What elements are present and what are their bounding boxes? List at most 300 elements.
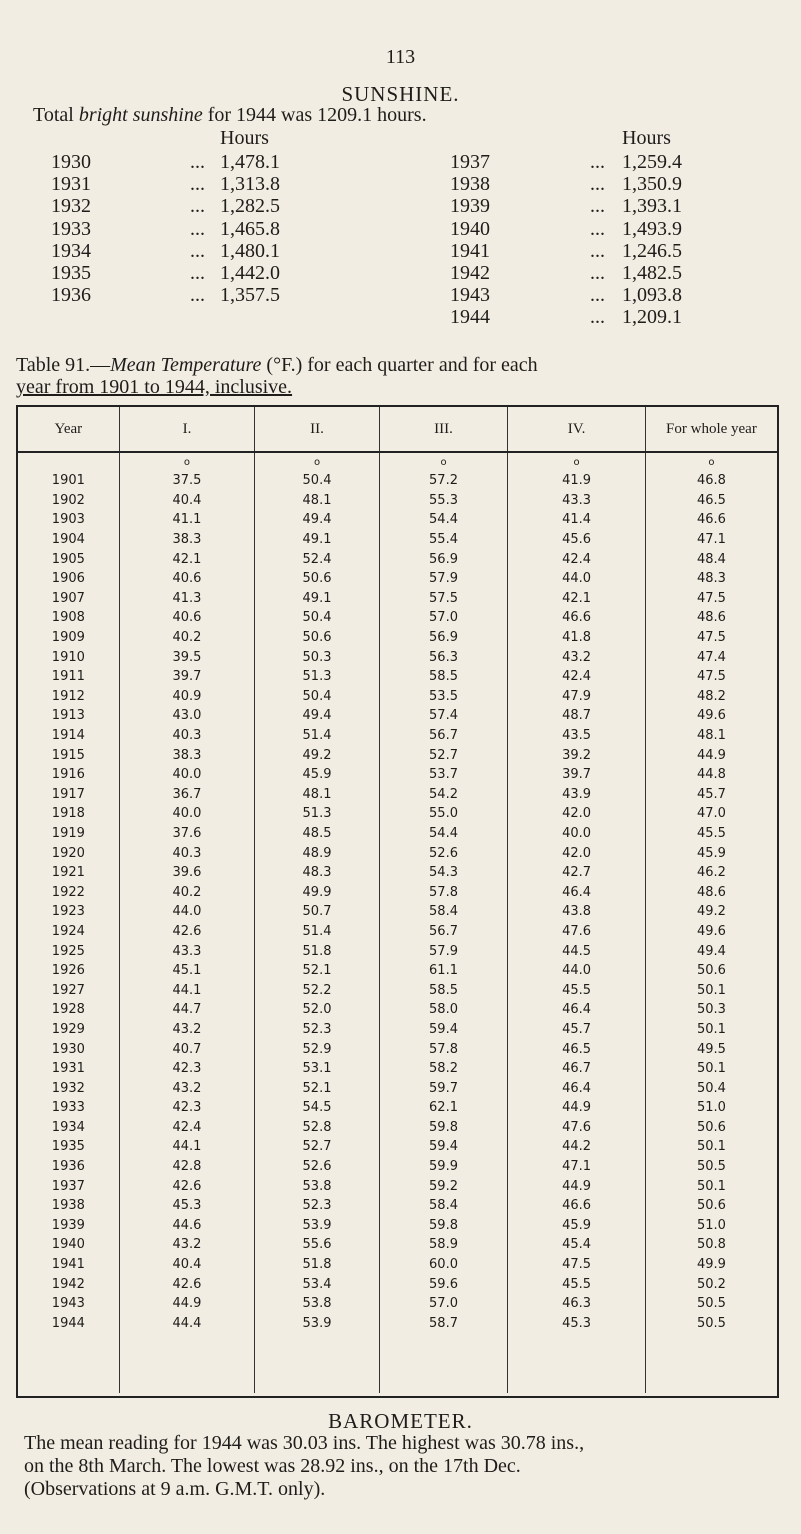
caption-suffix: (°F.) for each quarter and for each — [261, 354, 538, 376]
sunshine-hours: 1,465.8 — [220, 217, 280, 240]
cell-q4: 40.0 — [508, 824, 646, 844]
cell-q4: 44.0 — [508, 961, 646, 981]
cell-whole-year: 47.0 — [645, 804, 777, 824]
cell-whole-year: 50.5 — [645, 1294, 777, 1314]
degree-mark: o — [645, 452, 777, 471]
header-q2: II. — [255, 407, 379, 452]
cell-whole-year: 44.8 — [645, 765, 777, 785]
cell-q1: 40.4 — [119, 1255, 255, 1275]
cell-q2: 52.3 — [255, 1020, 379, 1040]
cell-q2: 48.1 — [255, 785, 379, 805]
cell-q2: 50.6 — [255, 569, 379, 589]
table-row — [18, 941, 777, 961]
header-q3: III. — [379, 407, 508, 452]
table-row — [18, 569, 777, 589]
cell-q3: 59.4 — [379, 1020, 508, 1040]
table-row — [18, 863, 777, 883]
cell-q3: 62.1 — [379, 1098, 508, 1118]
cell-q4: 42.1 — [508, 589, 646, 609]
cell-whole-year: 46.6 — [645, 510, 777, 530]
sunshine-hours: 1,282.5 — [220, 195, 280, 218]
cell-q4: 43.9 — [508, 785, 646, 805]
cell-q4: 45.3 — [508, 1314, 646, 1334]
cell-whole-year: 50.5 — [645, 1314, 777, 1334]
table-row — [18, 628, 777, 648]
cell-q3: 56.3 — [379, 647, 508, 667]
cell-q4: 46.4 — [508, 882, 646, 902]
cell-q2: 52.0 — [255, 1000, 379, 1020]
cell-q4: 43.3 — [508, 491, 646, 511]
sunshine-row — [0, 218, 801, 240]
cell-whole-year: 46.2 — [645, 863, 777, 883]
cell-q1: 42.3 — [119, 1098, 255, 1118]
cell-q3: 54.4 — [379, 824, 508, 844]
cell-q3: 55.0 — [379, 804, 508, 824]
cell-whole-year: 45.7 — [645, 785, 777, 805]
cell-q3: 52.7 — [379, 745, 508, 765]
cell-q2: 49.9 — [255, 882, 379, 902]
cell-q3: 59.9 — [379, 1157, 508, 1177]
cell-q2: 52.1 — [255, 961, 379, 981]
filler-cell — [645, 1333, 777, 1393]
cell-q4: 42.7 — [508, 863, 646, 883]
table-row — [18, 922, 777, 942]
cell-q2: 53.4 — [255, 1274, 379, 1294]
table-row — [18, 1020, 777, 1040]
cell-q4: 42.4 — [508, 549, 646, 569]
cell-q1: 39.7 — [119, 667, 255, 687]
sunshine-row — [0, 262, 801, 284]
cell-year: 1911 — [51, 669, 85, 685]
cell-q1: 42.6 — [119, 922, 255, 942]
sunshine-year: 1936 — [51, 284, 91, 307]
cell-q4: 44.9 — [508, 1176, 646, 1196]
cell-q4: 45.6 — [508, 530, 646, 550]
sunshine-row — [0, 151, 801, 173]
table-row — [18, 1255, 777, 1275]
table-row — [18, 1098, 777, 1118]
sunshine-hours: 1,480.1 — [220, 239, 280, 262]
table-row — [18, 1294, 777, 1314]
cell-q4: 42.4 — [508, 667, 646, 687]
cell-year: 1906 — [51, 571, 85, 587]
table-row — [18, 1216, 777, 1236]
table-row — [18, 510, 777, 530]
cell-q2: 48.3 — [255, 863, 379, 883]
table-row — [18, 804, 777, 824]
cell-q1: 45.3 — [119, 1196, 255, 1216]
sunshine-row — [0, 306, 801, 328]
cell-q2: 50.4 — [255, 687, 379, 707]
cell-whole-year: 50.6 — [645, 1196, 777, 1216]
cell-year: 1931 — [51, 1061, 85, 1077]
sunshine-year: 1930 — [51, 151, 91, 173]
cell-q3: 58.0 — [379, 1000, 508, 1020]
cell-whole-year: 45.5 — [645, 824, 777, 844]
cell-q4: 44.9 — [508, 1098, 646, 1118]
cell-q2: 50.6 — [255, 628, 379, 648]
cell-q4: 41.9 — [508, 471, 646, 491]
sunshine-hours: 1,482.5 — [622, 262, 682, 284]
cell-q1: 40.4 — [119, 491, 255, 511]
sunshine-row — [0, 195, 801, 217]
cell-q2: 49.4 — [255, 706, 379, 726]
sunshine-dots: ... — [590, 284, 605, 307]
sunshine-hours: 1,246.5 — [622, 239, 682, 262]
cell-q1: 44.6 — [119, 1216, 255, 1236]
cell-whole-year: 47.1 — [645, 530, 777, 550]
table-row — [18, 726, 777, 746]
cell-year: 1919 — [51, 825, 85, 841]
cell-q4: 43.5 — [508, 726, 646, 746]
cell-year: 1904 — [51, 532, 85, 548]
cell-q1: 40.7 — [119, 1039, 255, 1059]
cell-q4: 46.3 — [508, 1294, 646, 1314]
page-number: 113 — [385, 46, 416, 68]
cell-year: 1913 — [51, 708, 85, 724]
sunshine-row — [0, 240, 801, 262]
cell-whole-year: 48.6 — [645, 608, 777, 628]
cell-q1: 40.9 — [119, 687, 255, 707]
cell-q4: 45.7 — [508, 1020, 646, 1040]
cell-q3: 57.4 — [379, 706, 508, 726]
cell-q1: 40.2 — [119, 628, 255, 648]
cell-q3: 59.8 — [379, 1118, 508, 1138]
cell-q1: 37.5 — [119, 471, 255, 491]
cell-q4: 44.5 — [508, 941, 646, 961]
filler-cell — [508, 1333, 646, 1393]
cell-q4: 44.2 — [508, 1137, 646, 1157]
cell-whole-year: 47.5 — [645, 667, 777, 687]
caption-line2: year from 1901 to 1944, inclusive. — [16, 376, 293, 398]
cell-whole-year: 49.9 — [645, 1255, 777, 1275]
table-row — [18, 706, 777, 726]
cell-q4: 46.6 — [508, 608, 646, 628]
cell-year: 1940 — [51, 1237, 85, 1253]
degree-row — [18, 452, 777, 471]
cell-q1: 40.6 — [119, 608, 255, 628]
cell-q3: 56.7 — [379, 726, 508, 746]
cell-q1: 40.3 — [119, 843, 255, 863]
cell-year: 1936 — [51, 1159, 85, 1175]
cell-q3: 58.4 — [379, 1196, 508, 1216]
cell-year: 1924 — [51, 923, 85, 939]
cell-year: 1925 — [51, 943, 85, 959]
cell-whole-year: 50.1 — [645, 1176, 777, 1196]
cell-q1: 39.6 — [119, 863, 255, 883]
cell-q1: 44.0 — [119, 902, 255, 922]
cell-q3: 57.5 — [379, 589, 508, 609]
cell-whole-year: 50.3 — [645, 1000, 777, 1020]
caption-prefix: Table 91.— — [16, 354, 111, 376]
cell-year: 1932 — [51, 1080, 85, 1096]
cell-q3: 53.7 — [379, 765, 508, 785]
cell-q2: 48.9 — [255, 843, 379, 863]
cell-q2: 51.3 — [255, 804, 379, 824]
cell-q4: 42.0 — [508, 843, 646, 863]
cell-year: 1910 — [51, 649, 85, 665]
sunshine-intro-prefix: Total — [33, 104, 74, 126]
table-row — [18, 549, 777, 569]
cell-q3: 57.0 — [379, 608, 508, 628]
cell-q2: 51.8 — [255, 1255, 379, 1275]
table-row — [18, 1235, 777, 1255]
sunshine-hours: 1,093.8 — [622, 284, 682, 307]
cell-q4: 48.7 — [508, 706, 646, 726]
sunshine-title: SUNSHINE. — [341, 82, 460, 106]
sunshine-hours: 1,478.1 — [220, 151, 280, 173]
table-row — [18, 1196, 777, 1216]
cell-year: 1944 — [51, 1315, 85, 1331]
cell-year: 1943 — [51, 1296, 85, 1312]
sunshine-row — [0, 284, 801, 306]
cell-q2: 51.8 — [255, 941, 379, 961]
cell-q4: 47.6 — [508, 922, 646, 942]
cell-q4: 39.2 — [508, 745, 646, 765]
cell-year: 1908 — [51, 610, 85, 626]
sunshine-dots: ... — [590, 306, 605, 329]
cell-q3: 57.2 — [379, 471, 508, 491]
table-row — [18, 647, 777, 667]
cell-q1: 43.2 — [119, 1078, 255, 1098]
cell-whole-year: 48.1 — [645, 726, 777, 746]
cell-q2: 49.1 — [255, 589, 379, 609]
cell-q3: 57.9 — [379, 941, 508, 961]
barometer-line-3: (Observations at 9 a.m. G.M.T. only). — [24, 1478, 326, 1500]
cell-q2: 52.1 — [255, 1078, 379, 1098]
cell-year: 1909 — [51, 630, 85, 646]
cell-q1: 42.4 — [119, 1118, 255, 1138]
cell-q4: 42.0 — [508, 804, 646, 824]
sunshine-hours: 1,357.5 — [220, 284, 280, 307]
sunshine-hours: 1,350.9 — [622, 173, 682, 196]
cell-q3: 52.6 — [379, 843, 508, 863]
table-row — [18, 1059, 777, 1079]
cell-q1: 43.3 — [119, 941, 255, 961]
cell-year: 1920 — [51, 845, 85, 861]
cell-whole-year: 48.2 — [645, 687, 777, 707]
cell-q2: 45.9 — [255, 765, 379, 785]
cell-q2: 52.9 — [255, 1039, 379, 1059]
cell-q1: 37.6 — [119, 824, 255, 844]
sunshine-year: 1934 — [51, 239, 91, 262]
sunshine-dots: ... — [190, 239, 205, 262]
cell-year: 1941 — [51, 1257, 85, 1273]
cell-q2: 54.5 — [255, 1098, 379, 1118]
sunshine-dots: ... — [590, 239, 605, 262]
cell-q1: 44.7 — [119, 1000, 255, 1020]
cell-q2: 53.9 — [255, 1216, 379, 1236]
cell-q2: 50.4 — [255, 608, 379, 628]
degree-mark: o — [508, 452, 646, 471]
cell-year: 1918 — [51, 806, 85, 822]
sunshine-dots: ... — [590, 217, 605, 240]
cell-q2: 52.8 — [255, 1118, 379, 1138]
cell-q3: 54.3 — [379, 863, 508, 883]
cell-q1: 44.4 — [119, 1314, 255, 1334]
table-row — [18, 1176, 777, 1196]
cell-whole-year: 50.1 — [645, 1020, 777, 1040]
sunshine-year: 1939 — [450, 195, 490, 218]
cell-q2: 48.5 — [255, 824, 379, 844]
table-row — [18, 765, 777, 785]
cell-year: 1935 — [51, 1139, 85, 1155]
cell-q1: 40.0 — [119, 765, 255, 785]
table-row — [18, 667, 777, 687]
table-row — [18, 1000, 777, 1020]
table-row — [18, 1078, 777, 1098]
cell-q1: 42.6 — [119, 1274, 255, 1294]
cell-q4: 43.8 — [508, 902, 646, 922]
cell-q4: 46.4 — [508, 1000, 646, 1020]
cell-q3: 54.2 — [379, 785, 508, 805]
table-row — [18, 785, 777, 805]
sunshine-year: 1937 — [450, 151, 490, 173]
cell-q1: 40.6 — [119, 569, 255, 589]
table-row — [18, 608, 777, 628]
sunshine-year: 1935 — [51, 262, 91, 284]
cell-whole-year: 47.4 — [645, 647, 777, 667]
cell-q1: 42.6 — [119, 1176, 255, 1196]
cell-whole-year: 50.6 — [645, 1118, 777, 1138]
cell-q2: 52.7 — [255, 1137, 379, 1157]
table-row — [18, 1314, 777, 1334]
cell-q2: 53.8 — [255, 1176, 379, 1196]
cell-q1: 43.0 — [119, 706, 255, 726]
sunshine-dots: ... — [190, 151, 205, 173]
cell-whole-year: 47.5 — [645, 589, 777, 609]
cell-q3: 55.4 — [379, 530, 508, 550]
cell-year: 1939 — [51, 1217, 85, 1233]
cell-q3: 57.8 — [379, 882, 508, 902]
cell-q4: 46.5 — [508, 1039, 646, 1059]
cell-whole-year: 50.2 — [645, 1274, 777, 1294]
cell-q3: 56.9 — [379, 628, 508, 648]
cell-year: 1938 — [51, 1198, 85, 1214]
header-whole-year: For whole year — [645, 407, 777, 452]
barometer-line-1: The mean reading for 1944 was 30.03 ins. The highest was 30.78 ins., — [24, 1432, 585, 1454]
sunshine-dots: ... — [190, 217, 205, 240]
sunshine-year: 1943 — [450, 284, 490, 307]
cell-year: 1926 — [51, 963, 85, 979]
sunshine-dots: ... — [190, 284, 205, 307]
cell-q3: 53.5 — [379, 687, 508, 707]
sunshine-year: 1933 — [51, 217, 91, 240]
header-q1: I. — [119, 407, 255, 452]
sunshine-dots: ... — [590, 173, 605, 196]
cell-q1: 42.1 — [119, 549, 255, 569]
sunshine-year: 1938 — [450, 173, 490, 196]
sunshine-dots: ... — [190, 195, 205, 218]
cell-q3: 55.3 — [379, 491, 508, 511]
cell-whole-year: 49.6 — [645, 706, 777, 726]
sunshine-intro-italic: bright sunshine — [78, 104, 203, 126]
cell-q2: 52.3 — [255, 1196, 379, 1216]
cell-q4: 45.9 — [508, 1216, 646, 1236]
cell-q3: 61.1 — [379, 961, 508, 981]
table-row — [18, 1118, 777, 1138]
cell-q4: 43.2 — [508, 647, 646, 667]
sunshine-hours: 1,259.4 — [622, 151, 682, 173]
sunshine-year: 1932 — [51, 195, 91, 218]
cell-year: 1933 — [51, 1100, 85, 1116]
cell-year: 1942 — [51, 1276, 85, 1292]
cell-q1: 43.2 — [119, 1235, 255, 1255]
cell-q1: 41.3 — [119, 589, 255, 609]
cell-q4: 45.4 — [508, 1235, 646, 1255]
cell-q1: 38.3 — [119, 745, 255, 765]
cell-year: 1923 — [51, 904, 85, 920]
cell-year: 1929 — [51, 1021, 85, 1037]
sunshine-hours: 1,493.9 — [622, 217, 682, 240]
cell-q3: 58.9 — [379, 1235, 508, 1255]
cell-q4: 46.4 — [508, 1078, 646, 1098]
cell-year: 1901 — [51, 473, 85, 489]
cell-whole-year: 49.4 — [645, 941, 777, 961]
table-row — [18, 687, 777, 707]
cell-q3: 58.4 — [379, 902, 508, 922]
cell-q2: 53.9 — [255, 1314, 379, 1334]
cell-whole-year: 50.6 — [645, 961, 777, 981]
cell-q3: 57.9 — [379, 569, 508, 589]
cell-q4: 41.8 — [508, 628, 646, 648]
cell-q1: 45.1 — [119, 961, 255, 981]
sunshine-dots: ... — [590, 262, 605, 284]
cell-whole-year: 46.5 — [645, 491, 777, 511]
cell-q3: 58.5 — [379, 980, 508, 1000]
cell-whole-year: 45.9 — [645, 843, 777, 863]
cell-year: 1903 — [51, 512, 85, 528]
cell-q3: 57.8 — [379, 1039, 508, 1059]
table-row — [18, 1274, 777, 1294]
cell-q1: 36.7 — [119, 785, 255, 805]
cell-whole-year: 48.6 — [645, 882, 777, 902]
sunshine-year: 1941 — [450, 239, 490, 262]
degree-mark: o — [379, 452, 508, 471]
filler-cell — [379, 1333, 508, 1393]
barometer-line-2: on the 8th March. The lowest was 28.92 ins., on the 17th Dec. — [24, 1455, 521, 1477]
cell-whole-year: 49.2 — [645, 902, 777, 922]
sunshine-hours: 1,442.0 — [220, 262, 280, 284]
table-row — [18, 961, 777, 981]
cell-q1: 40.2 — [119, 882, 255, 902]
cell-whole-year: 50.5 — [645, 1157, 777, 1177]
table-row — [18, 745, 777, 765]
cell-q2: 52.4 — [255, 549, 379, 569]
cell-q1: 44.1 — [119, 980, 255, 1000]
cell-whole-year: 48.3 — [645, 569, 777, 589]
cell-q1: 42.3 — [119, 1059, 255, 1079]
cell-q1: 40.3 — [119, 726, 255, 746]
cell-whole-year: 44.9 — [645, 745, 777, 765]
cell-q4: 46.6 — [508, 1196, 646, 1216]
cell-q3: 59.2 — [379, 1176, 508, 1196]
cell-q1: 44.9 — [119, 1294, 255, 1314]
cell-year: 1916 — [51, 767, 85, 783]
table-caption — [16, 354, 786, 398]
cell-q2: 55.6 — [255, 1235, 379, 1255]
cell-year: 1930 — [51, 1041, 85, 1057]
sunshine-hours: 1,209.1 — [622, 306, 682, 329]
cell-q2: 49.4 — [255, 510, 379, 530]
table-row — [18, 824, 777, 844]
cell-whole-year: 50.8 — [645, 1235, 777, 1255]
table-row — [18, 882, 777, 902]
cell-q1: 44.1 — [119, 1137, 255, 1157]
table-row — [18, 491, 777, 511]
cell-whole-year: 48.4 — [645, 549, 777, 569]
cell-year: 1927 — [51, 982, 85, 998]
